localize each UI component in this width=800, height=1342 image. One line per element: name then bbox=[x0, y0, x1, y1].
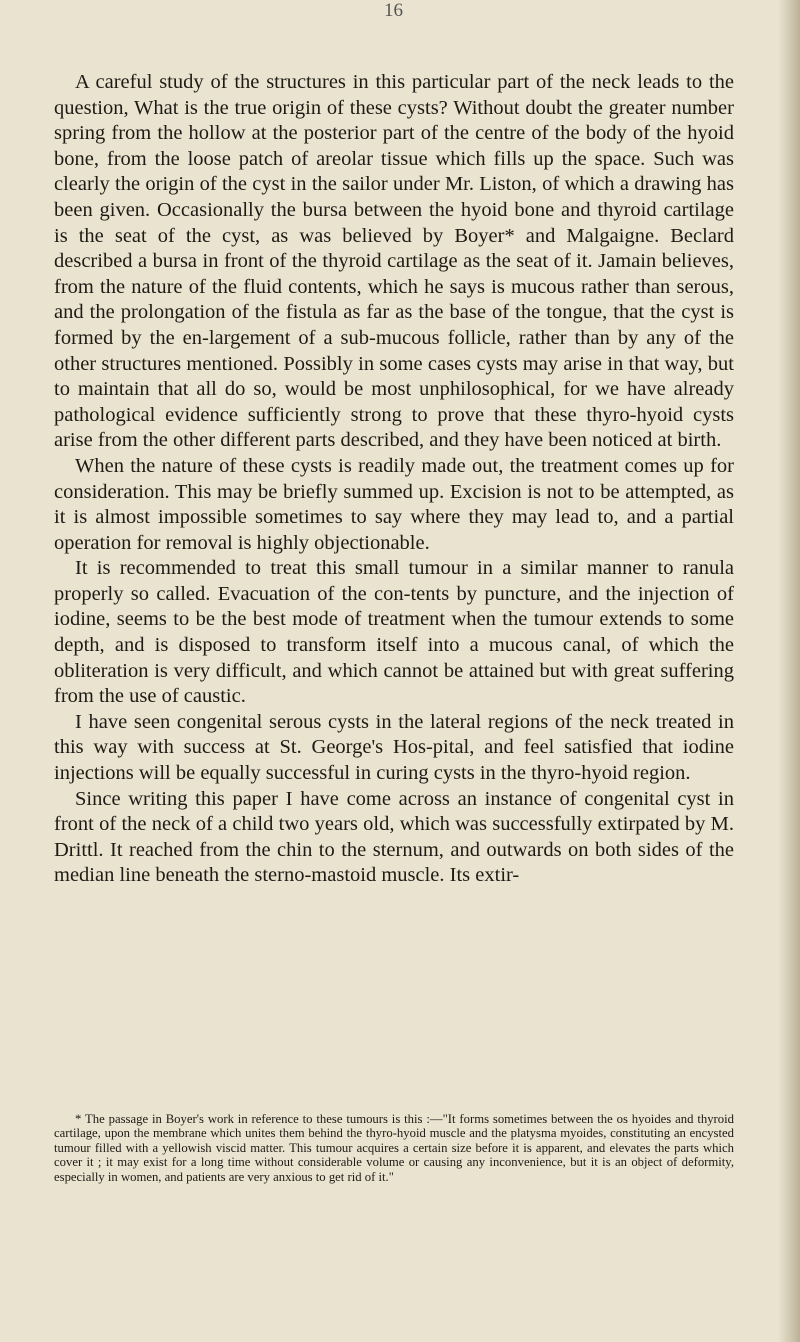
footnote-block bbox=[54, 1112, 734, 1184]
paragraph: I have seen congenital serous cysts in the lateral regions of the neck treated in this way with success at St. George's Hos-pital, and feel satisfied that iodine injections will be equally successful in curing cysts in the thyro-hyoid region. bbox=[54, 710, 734, 785]
paragraph: It is recommended to treat this small tumour in a similar manner to ranula properly so called. Evacuation of the con-tents by puncture, and the injection of iodine, seems to be the best mode of treatment when the tumour extends to some depth, and is disposed to transform itself into a mucous canal, of which the obliteration is very difficult, and which cannot be attained but with great suffering from the use of caustic. bbox=[54, 557, 734, 708]
footnote: * The passage in Boyer's work in reference to these tumours is this :—"It forms sometimes between the os hyoides and thyroid cartilage, upon the membrane which unites them behind the thyro-hyoid muscle and the platysma myoides, constituting an encysted tumour filled with a yellowish viscid matter. This tumour acquires a certain size before it is apparent, and elevates the parts which cover it ; it may exist for a long time without considerable volume or causing any inconvenience, but it is an object of deformity, especially in women, and patients are very anxious to get rid of it." bbox=[54, 1112, 734, 1184]
paragraph: When the nature of these cysts is readily made out, the treatment comes up for consideration. This may be briefly summed up. Excision is not to be attempted, as it is almost impossible sometimes to say where they may lead to, and a partial operation for removal is highly objectionable. bbox=[54, 454, 734, 554]
page-number: 16 bbox=[384, 0, 403, 21]
page-edge-shadow bbox=[778, 0, 800, 1342]
paragraph: A careful study of the structures in this particular part of the neck leads to the question, What is the true origin of these cysts? Without doubt the greater number spring from the hollow at the posterior part of the centre of the body of the hyoid bone, from the loose patch of areolar tissue which fills up the space. Such was clearly the origin of the cyst in the sailor under Mr. Liston, of which a drawing has been given. Occasionally the bursa between the hyoid bone and thyroid cartilage is the seat of the cyst, as was believed by Boyer* and Malgaigne. Beclard described a bursa in front of the thyroid cartilage as the seat of it. Jamain believes, from the nature of the fluid contents, which he says is mucous rather than serous, and the prolongation of the fistula as far as the base of the tongue, that the cyst is formed by the en-largement of a sub-mucous follicle, rather than by any of the other structures mentioned. Possibly in some cases cysts may arise in that way, but to maintain that all do so, would be most unphilosophical, for we have already pathological evidence sufficiently strong to prove that these thyro-hyoid cysts arise from the other different parts described, and they have been noticed at birth. bbox=[54, 71, 734, 452]
main-text bbox=[54, 70, 734, 889]
paragraph: Since writing this paper I have come across an instance of congenital cyst in front of the neck of a child two years old, which was successfully extirpated by M. Drittl. It reached from the chin to the sternum, and outwards on both sides of the median line beneath the sterno-mastoid muscle. Its extir- bbox=[54, 787, 734, 887]
